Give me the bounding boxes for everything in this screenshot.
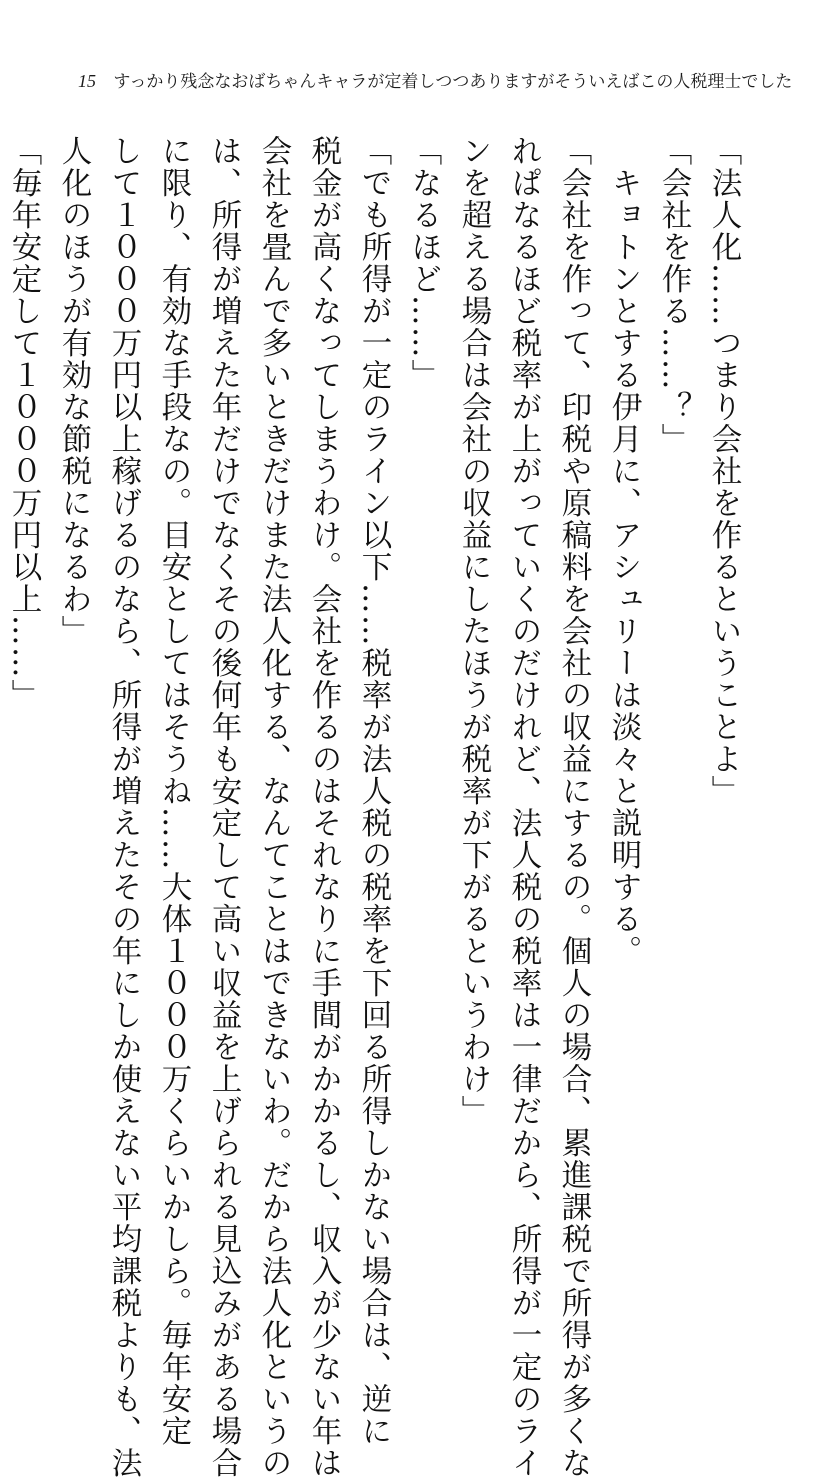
running-header <box>78 66 793 96</box>
text-line: 「会社を作って、印税や原稿料を会社の収益にするの。個人の場合、累進課税で所得が多くな <box>556 135 591 1479</box>
text-line: 「会社を作る……？」 <box>656 135 691 455</box>
text-line: 会社を畳んで多いときだけまた法人化する、なんてことはできないわ。だから法人化というの <box>256 135 291 1479</box>
text-line: に限り、有効な手段なの。目安としてはそうね……大体１０００万くらいかしら。毎年安定 <box>156 135 191 1447</box>
text-line: ンを超える場合は会社の収益にしたほうが税率が下がるというわけ」 <box>456 135 491 1127</box>
text-line: 「でも所得が一定のライン以下……税率が法人税の税率を下回る所得しかない場合は、逆に <box>356 135 391 1447</box>
vertical-body-text <box>6 135 748 1479</box>
running-title: すっかり残念なおばちゃんキャラが定着しつつありますがそういえばこの人税理士でした <box>113 72 793 92</box>
text-line: 「毎年安定して１０００万円以上……」 <box>6 135 41 711</box>
text-line: は、所得が増えた年だけでなくその後何年も安定して高い収益を上げられる見込みがある場合 <box>206 135 241 1479</box>
text-line: 「法人化……つまり会社を作るということよ」 <box>706 135 741 807</box>
text-line: 「なるほど……」 <box>406 135 441 391</box>
text-line: 人化のほうが有効な節税になるわ」 <box>56 135 91 647</box>
page-number: 15 <box>78 71 96 91</box>
text-line: 税金が高くなってしまうわけ。会社を作るのはそれなりに手間がかかるし、収入が少ない年は <box>306 135 341 1479</box>
text-line: して１０００万円以上稼げるのなら、所得が増えたその年にしか使えない平均課税よりも、法 <box>106 135 141 1479</box>
text-line: れぱなるほど税率が上がっていくのだけれど、法人税の税率は一律だから、所得が一定のライ <box>506 135 541 1479</box>
text-line: キョトンとする伊月に、アシュリーは淡々と説明する。 <box>606 135 641 967</box>
